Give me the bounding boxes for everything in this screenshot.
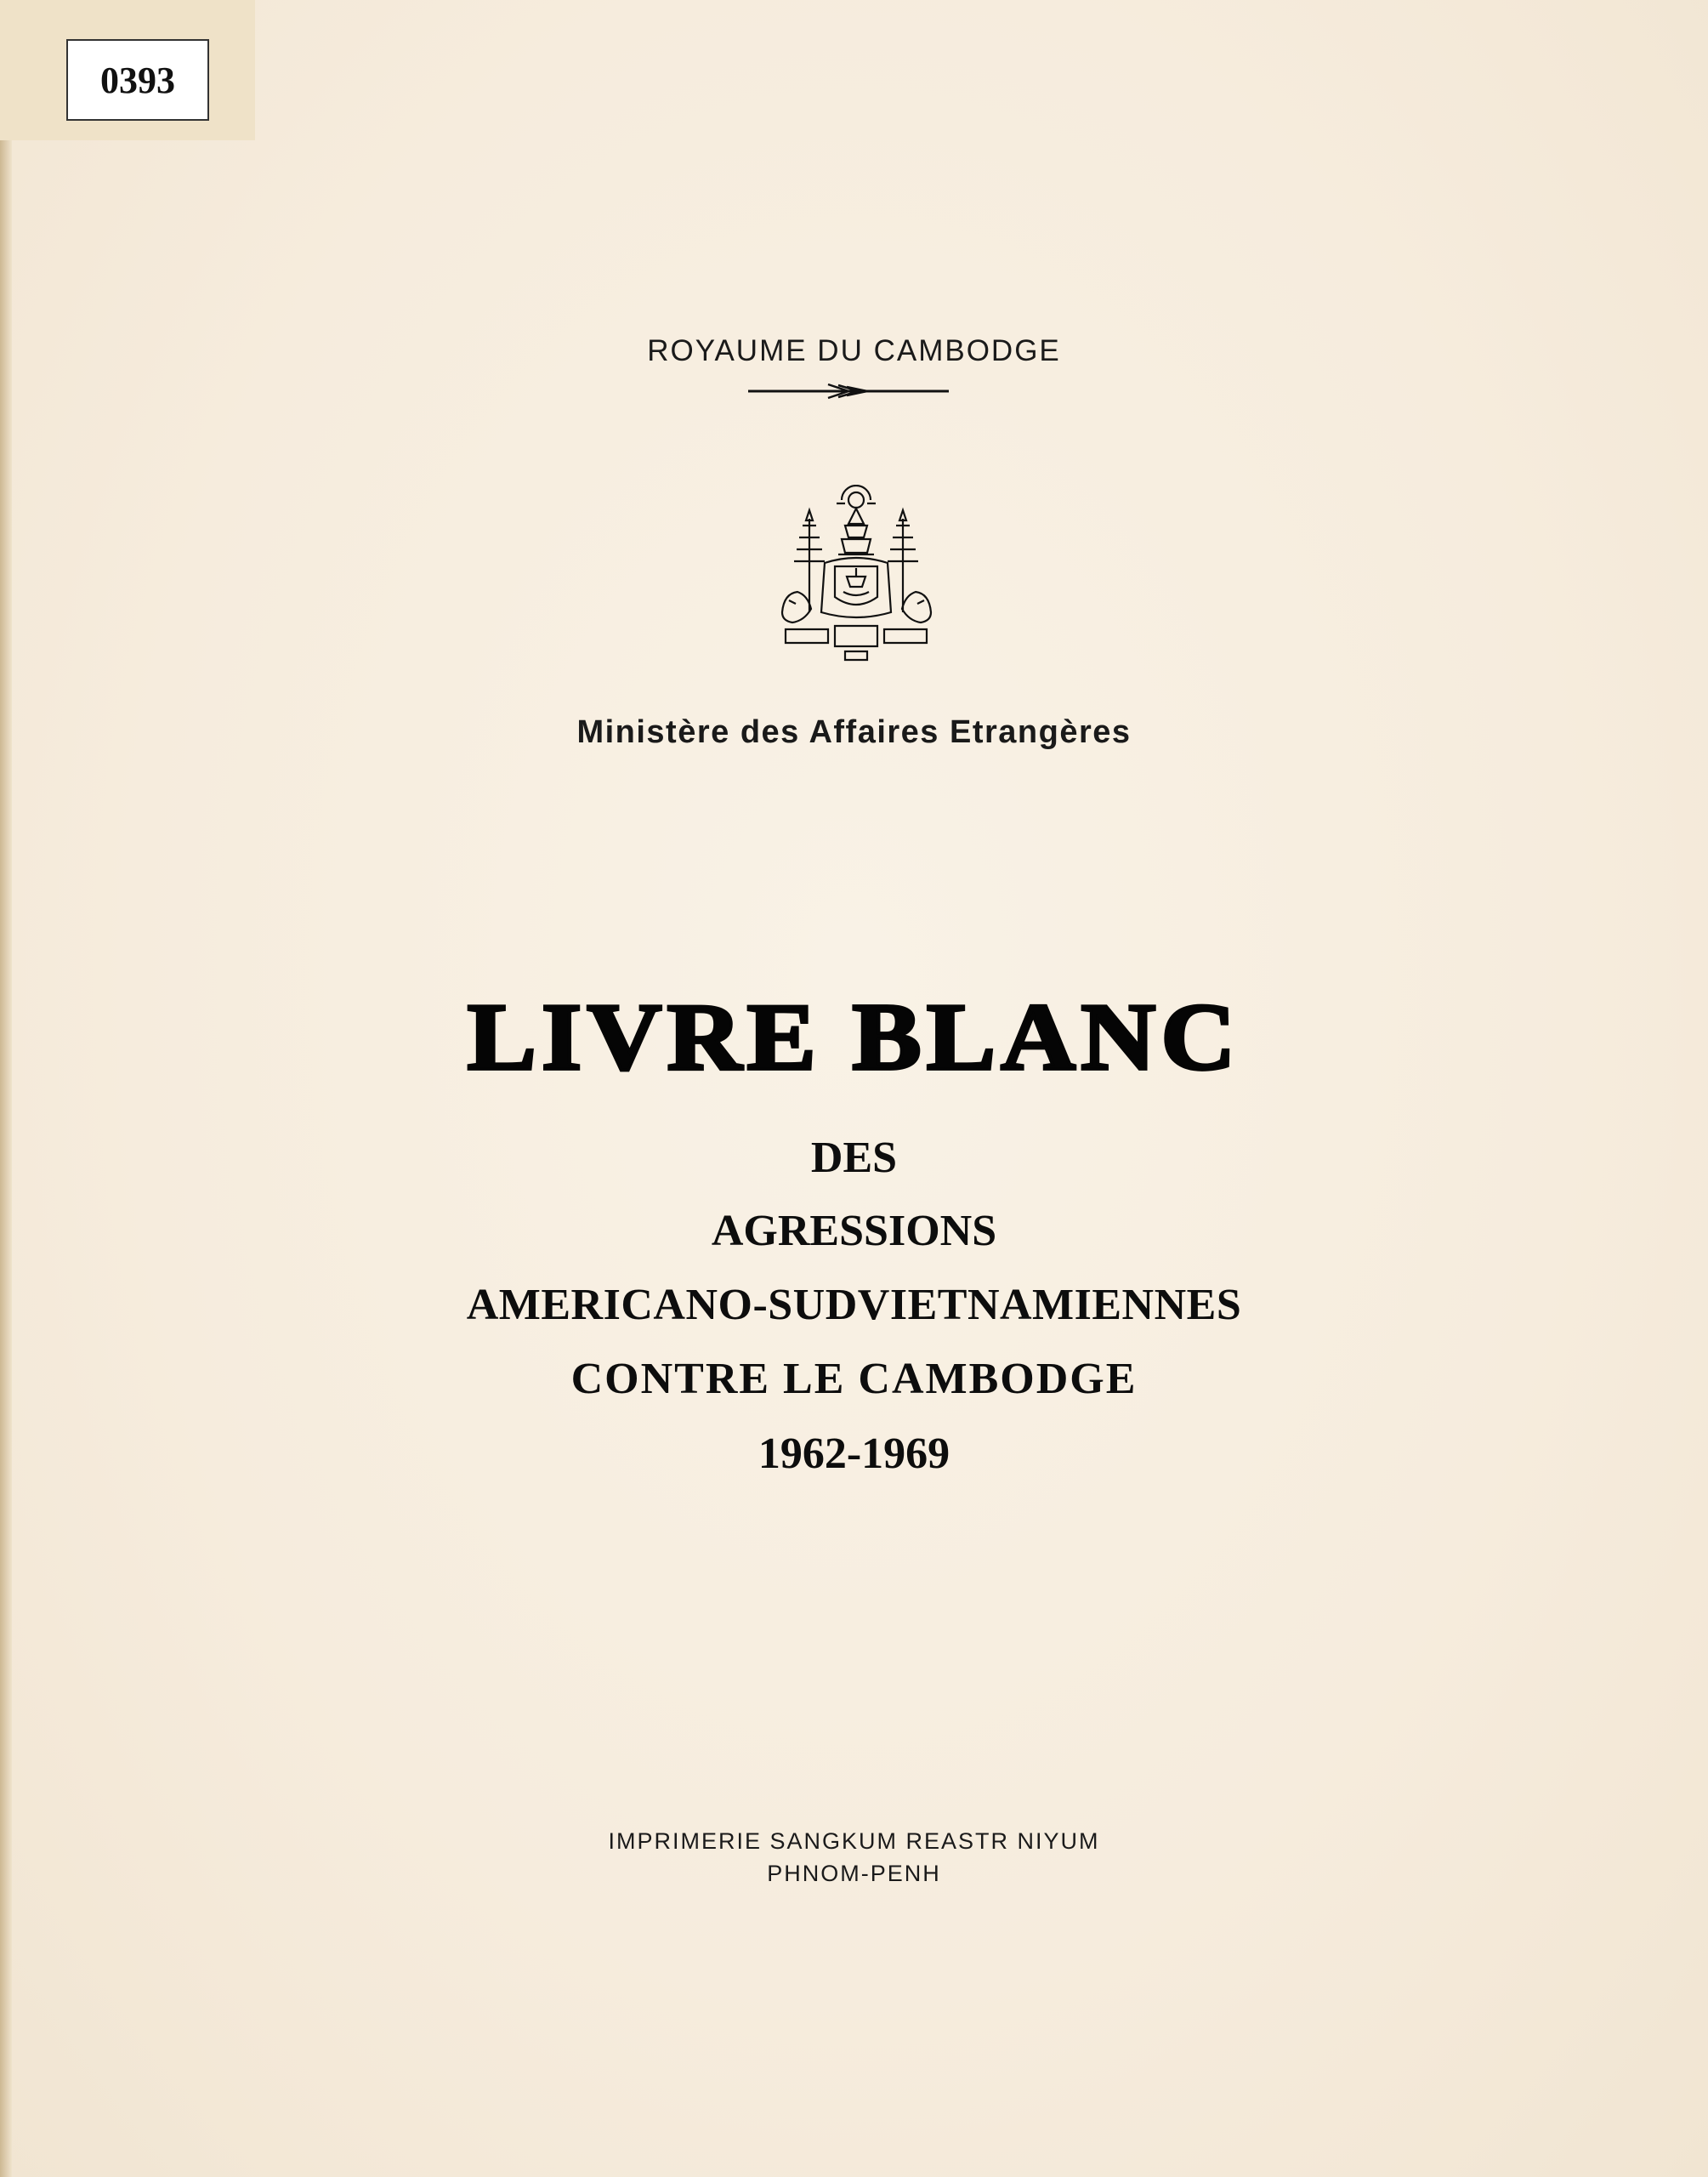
subtitle-line-2: AGRESSIONS xyxy=(711,1207,997,1255)
printer-city: PHNOM-PENH xyxy=(767,1861,941,1886)
book-title: LIVRE BLANC xyxy=(467,984,1241,1090)
subtitle-line-4: CONTRE LE CAMBODGE xyxy=(570,1355,1138,1403)
subtitle-years: 1962-1969 xyxy=(758,1430,950,1478)
ministry-heading: Ministère des Affaires Etrangères xyxy=(576,714,1132,750)
kingdom-heading: ROYAUME DU CAMBODGE xyxy=(647,334,1061,367)
subtitle-line-3: AMERICANO-SUDVIETNAMIENNES xyxy=(466,1281,1242,1329)
printer-name: IMPRIMERIE SANGKUM REASTR NIYUM xyxy=(608,1828,1100,1854)
divider-ornament xyxy=(746,381,950,401)
royal-coat-of-arms-icon xyxy=(774,485,939,663)
subtitle-line-1: DES xyxy=(810,1134,898,1182)
catalog-number-label: 0393 xyxy=(66,39,209,121)
